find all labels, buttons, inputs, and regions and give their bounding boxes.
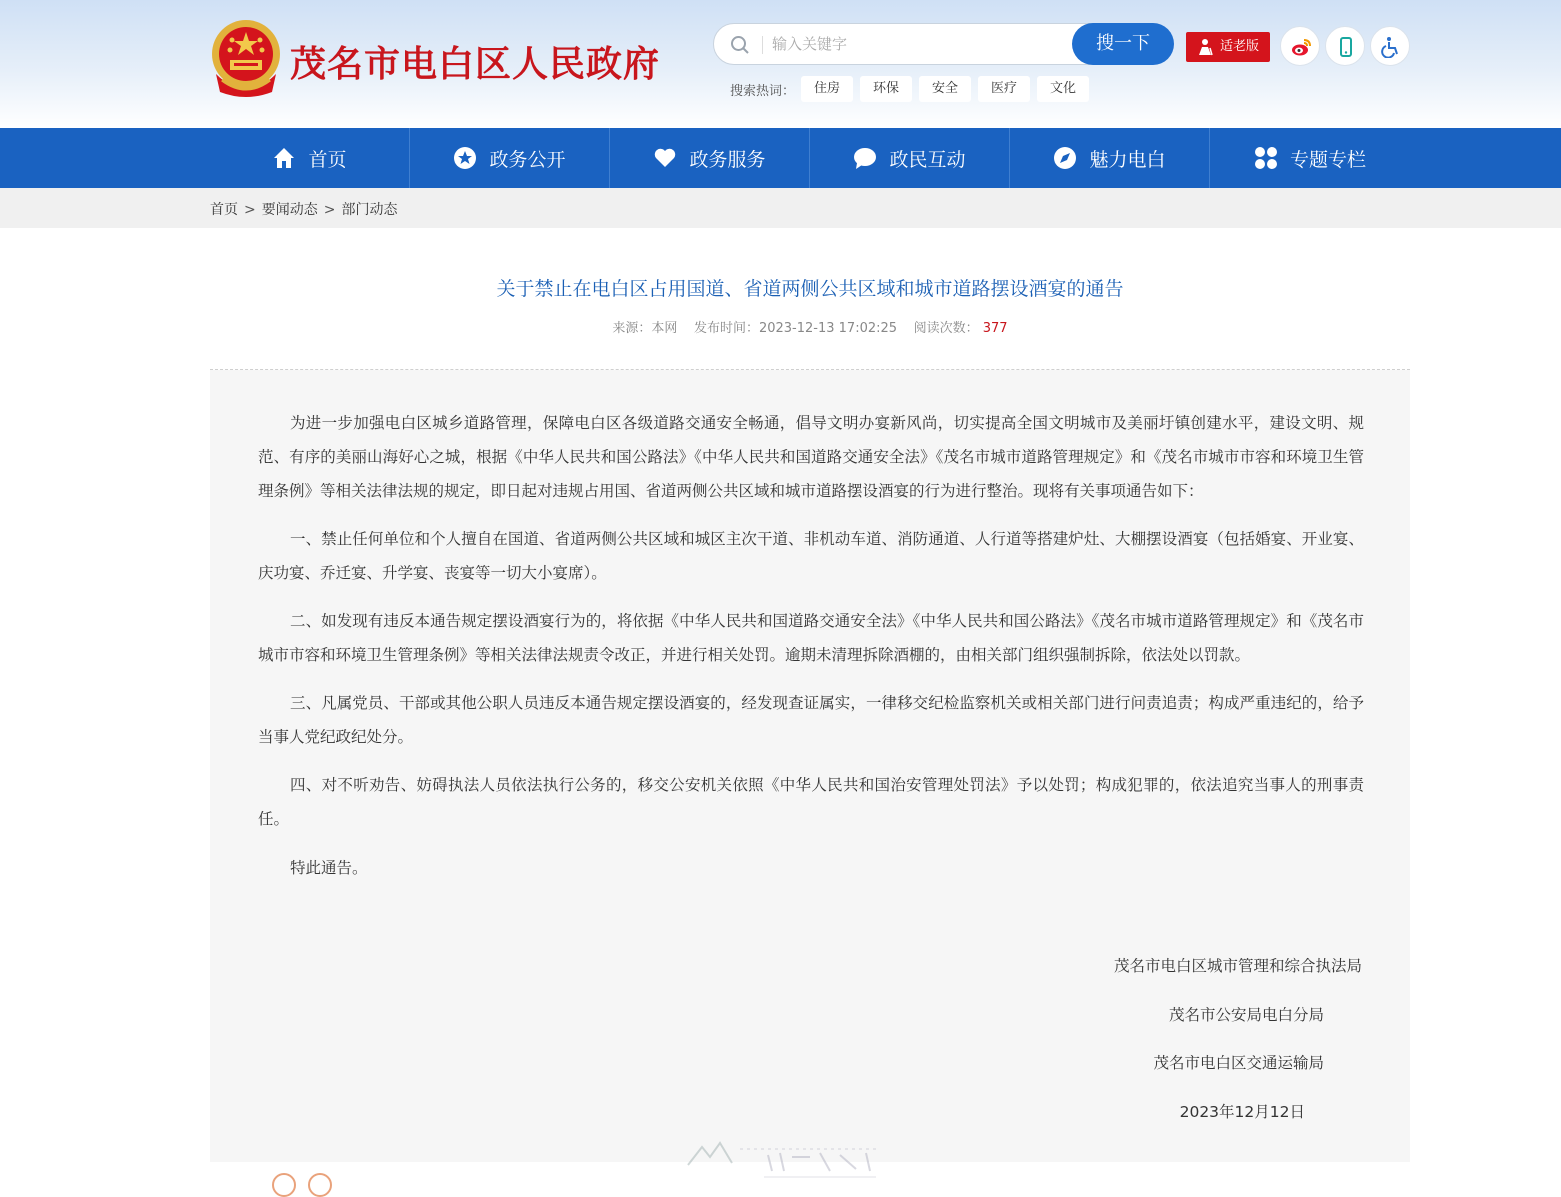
heart-icon (653, 146, 677, 170)
nav-label: 政务服务 (689, 148, 766, 171)
article-views-count: 377 (982, 321, 1008, 336)
share-icon[interactable] (272, 1173, 296, 1197)
hot-word-tag[interactable]: 住房 (801, 76, 853, 102)
nav-item-interaction[interactable] (810, 128, 1010, 188)
breadcrumb-news[interactable]: 要闻动态 (261, 202, 318, 218)
article-paragraph: 一、禁止任何单位和个人擅自在国道、省道两侧公共区域和城区主次干道、非机动车道、消防通道、人行道等搭建炉灶、大棚摆设酒宴（包括婚宴、开业宴、庆功宴、乔迁宴、升学宴、丧宴等一切大小宴席）。 (258, 530, 1364, 582)
elder-person-icon (1196, 38, 1214, 56)
search-button[interactable]: 搜一下 (1072, 23, 1174, 65)
nav-item-topics[interactable] (1210, 128, 1410, 188)
breadcrumb-bar (0, 188, 1561, 228)
signature-urban-management: 茂名市电白区城市管理和综合执法局 (1113, 957, 1362, 975)
search-divider (762, 36, 763, 54)
home-icon (272, 146, 296, 170)
signature-police-bureau: 茂名市公安局电白分局 (1168, 1006, 1324, 1024)
hot-words-list (801, 76, 1089, 102)
weibo-icon (1290, 36, 1312, 58)
article-title: 关于禁止在电白区占用国道、省道两侧公共区域和城市道路摆设酒宴的通告 (496, 278, 1124, 300)
grid-icon (1254, 146, 1278, 170)
article-paragraph: 二、如发现有违反本通告规定摆设酒宴行为的，将依据《中华人民共和国道路交通安全法》《中华人民共和国公路法》《茂名市城市道路管理规定》和《茂名市城市市容和环境卫生管理条例》等相关法律法规责令改正，并进行相关处罚。逾期未清理拆除酒棚的，由相关部门组织强制拆除，依法处以罚款。 (258, 612, 1364, 664)
nav-item-gov-affairs[interactable] (410, 128, 610, 188)
signature-transport-bureau: 茂名市电白区交通运输局 (1153, 1054, 1324, 1072)
share-icon[interactable] (308, 1173, 332, 1197)
hot-word-tag[interactable]: 文化 (1037, 76, 1089, 102)
elder-version-button[interactable] (1186, 32, 1270, 62)
search-icon (730, 35, 750, 55)
nav-label: 政民互动 (889, 148, 966, 171)
accessibility-icon (1380, 36, 1402, 58)
article-paragraph: 四、对不听劝告、妨碍执法人员依法执行公务的，移交公安机关依照《中华人民共和国治安管理处罚法》予以处罚；构成犯罪的，依法追究当事人的刑事责任。 (258, 776, 1364, 828)
site-title[interactable]: 茂名市电白区人民政府 (290, 44, 661, 85)
article-published-time: 发布时间：2023-12-13 17:02:25 (693, 321, 898, 336)
hot-words-label: 搜索热词： (730, 84, 796, 99)
breadcrumb-separator: > (244, 202, 256, 218)
search-input[interactable] (772, 32, 1062, 56)
hot-word-tag[interactable]: 医疗 (978, 76, 1030, 102)
elder-version-label: 适老版 (1220, 39, 1260, 54)
article-paragraph: 为进一步加强电白区城乡道路管理，保障电白区各级道路交通安全畅通，倡导文明办宴新风尚，切实提高全国文明城市及美丽圩镇创建水平，建设文明、规范、有序的美丽山海好心之城，根据《中华人民共和国公路法》《中华人民共和国道路交通安全法》《茂名市城市道路管理规定》和《茂名市城市市容和环境卫生管理条例》等相关法律法规的规定，即日起对违规占用国、省道两侧公共区域和城市道路摆设酒宴的行为进行整治。现将有关事项通告如下： (258, 414, 1364, 500)
nav-item-gov-services[interactable] (610, 128, 810, 188)
article-body (210, 370, 1410, 1162)
site-watermark (680, 1135, 890, 1181)
nav-item-home[interactable] (210, 128, 410, 188)
mobile-icon (1335, 36, 1357, 58)
signature-date: 2023年12月12日 (1179, 1103, 1305, 1121)
national-emblem-logo[interactable] (208, 16, 284, 100)
site-header (0, 0, 1561, 128)
accessibility-button[interactable] (1370, 26, 1410, 66)
star-icon (453, 146, 477, 170)
article-paragraph: 三、凡属党员、干部或其他公职人员违反本通告规定摆设酒宴的，经发现查证属实，一律移交纪检监察机关或相关部门进行问责追责；构成严重违纪的，给予当事人党纪政纪处分。 (258, 694, 1364, 746)
main-nav (0, 128, 1561, 188)
article-source: 来源：本网 (612, 321, 678, 336)
breadcrumb-separator: > (323, 202, 336, 218)
article-meta (210, 317, 1410, 336)
hot-word-tag[interactable]: 环保 (860, 76, 912, 102)
chat-icon (853, 146, 877, 170)
nav-label: 专题专栏 (1289, 148, 1366, 171)
weibo-button[interactable] (1280, 26, 1320, 66)
article-paragraph: 特此通告。 (290, 859, 368, 877)
compass-icon (1053, 146, 1077, 170)
breadcrumb (210, 199, 397, 219)
hot-word-tag[interactable]: 安全 (919, 76, 971, 102)
article-views-label: 阅读次数： (913, 321, 979, 336)
nav-item-charm-dianbai[interactable] (1010, 128, 1210, 188)
mobile-button[interactable] (1325, 26, 1365, 66)
nav-label: 首页 (308, 148, 347, 171)
breadcrumb-home[interactable]: 首页 (210, 202, 238, 218)
breadcrumb-department-news[interactable]: 部门动态 (341, 202, 398, 218)
nav-label: 魅力电白 (1089, 148, 1166, 171)
nav-label: 政务公开 (489, 148, 566, 171)
